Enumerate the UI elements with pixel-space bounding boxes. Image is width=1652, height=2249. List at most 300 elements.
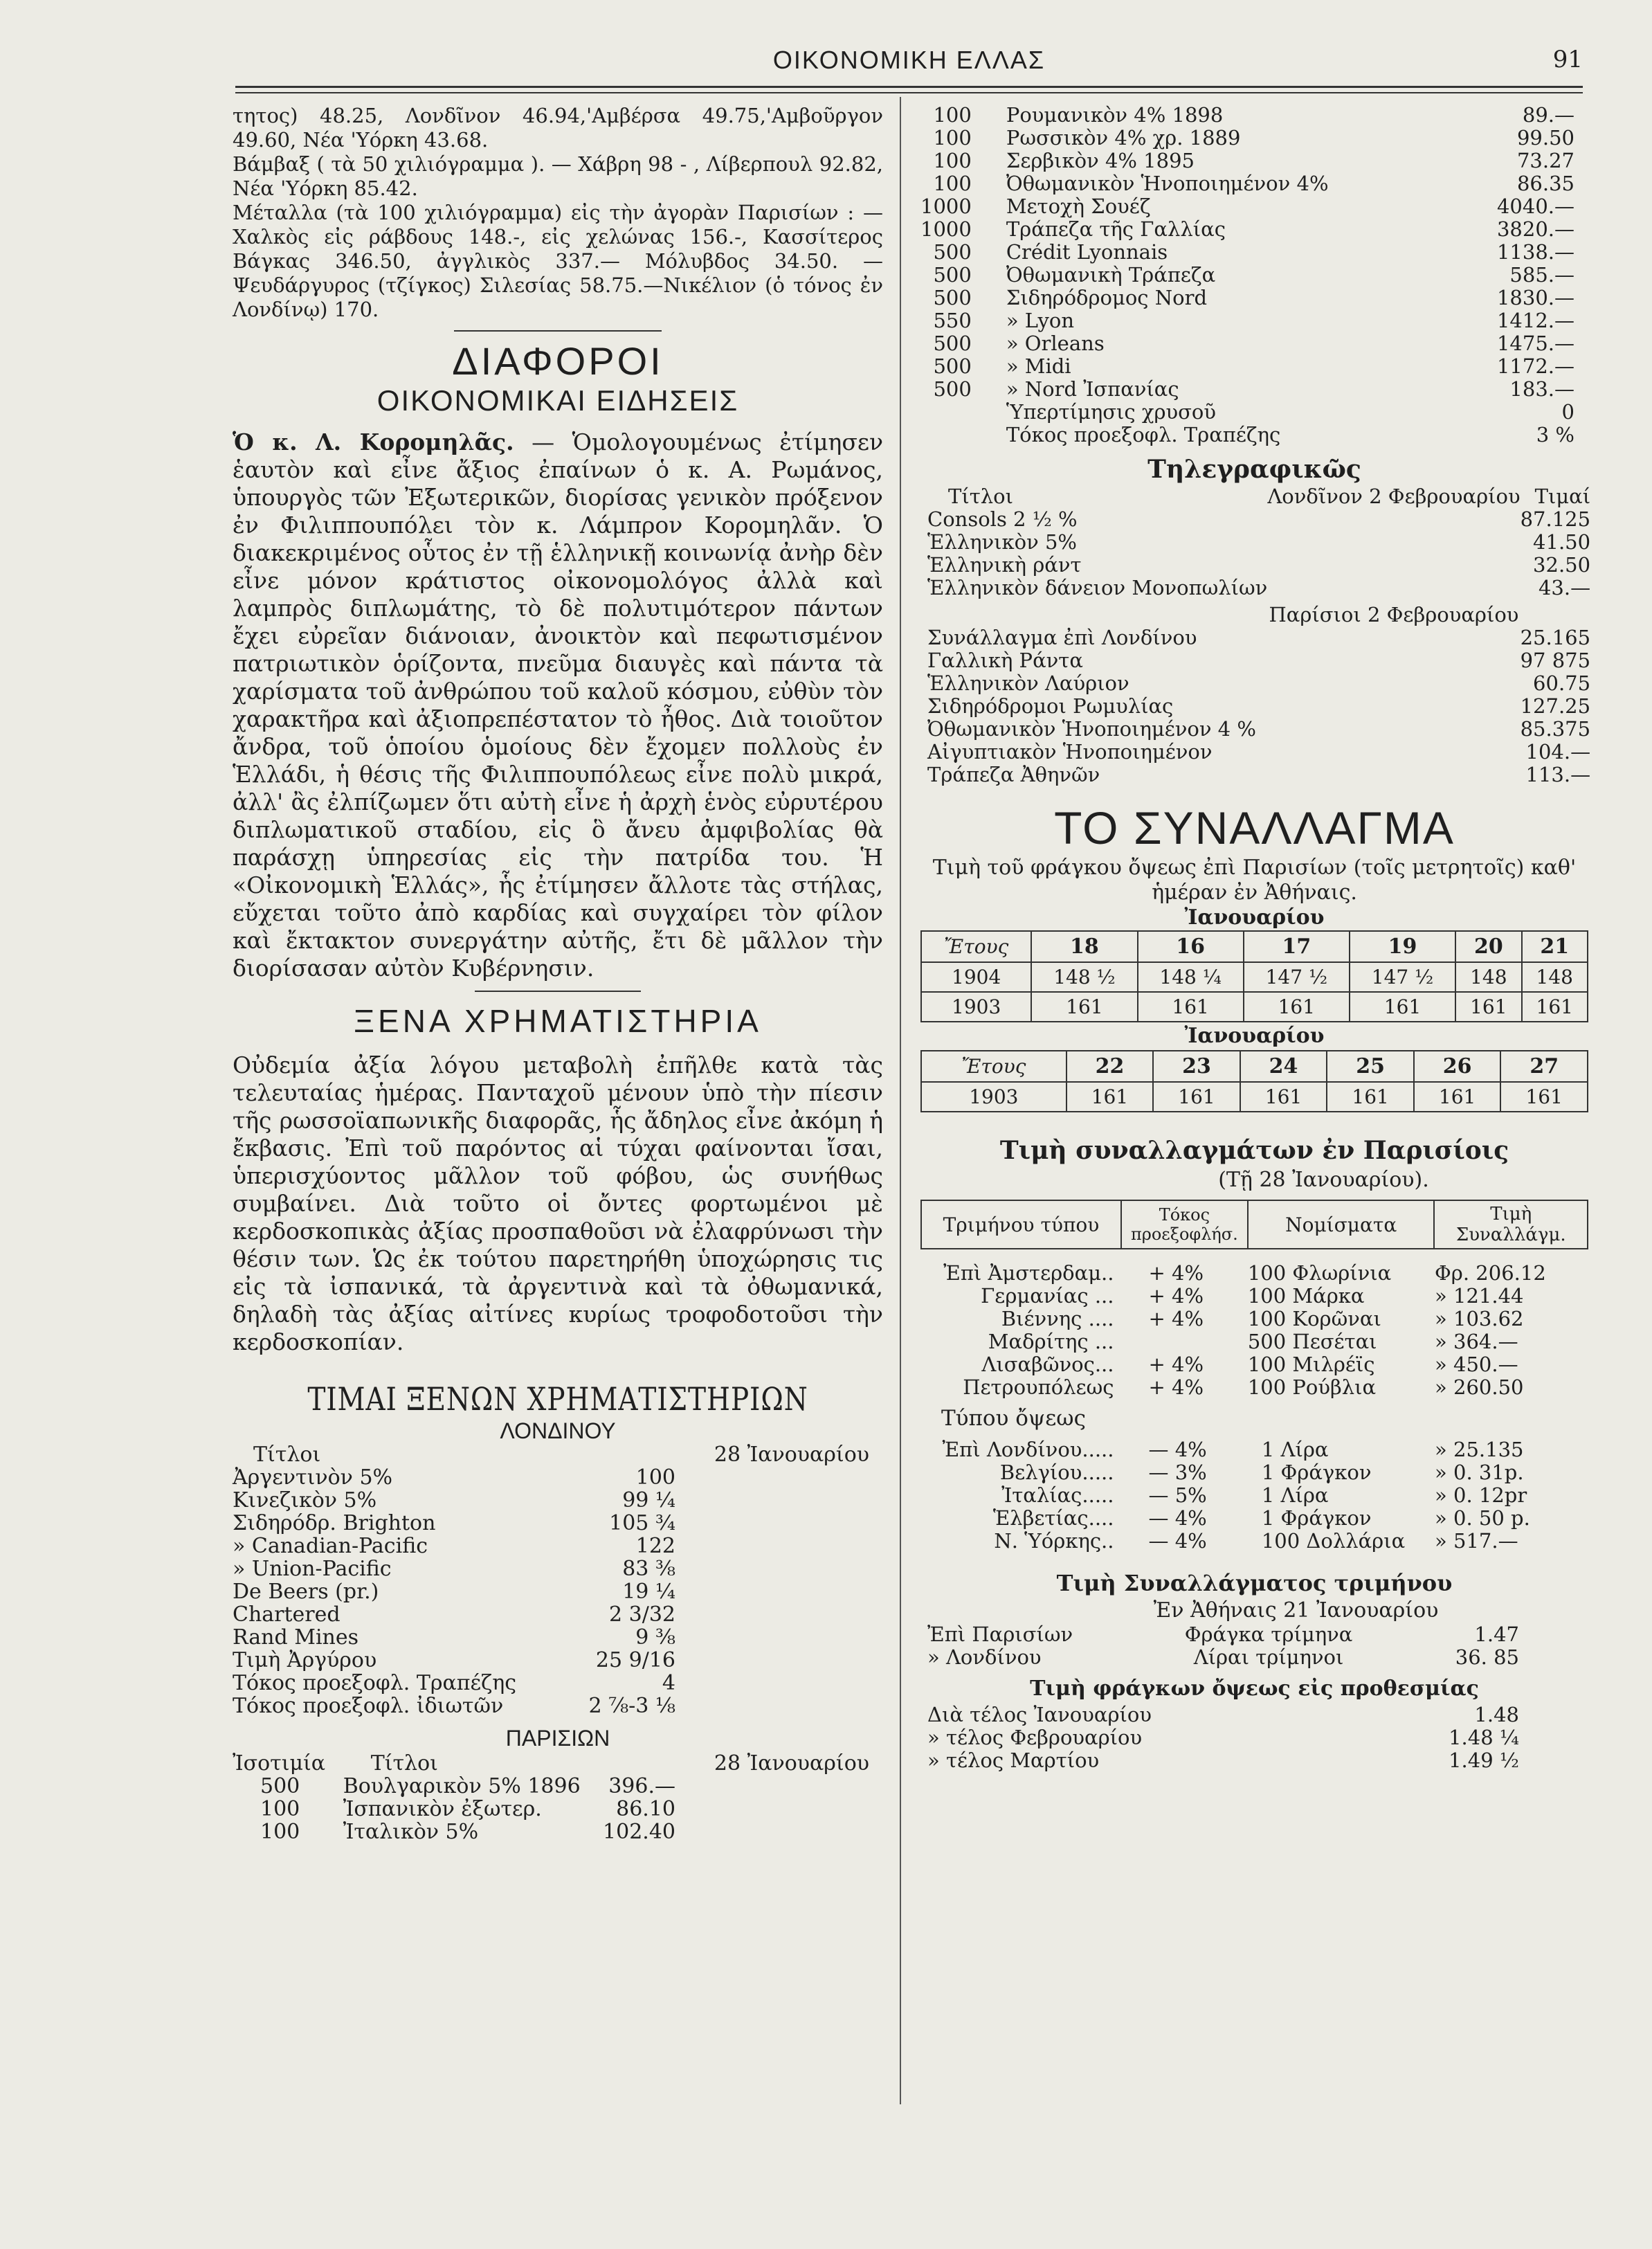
description: Λίραι τρίμηνοι [1193,1645,1344,1669]
intro-paragraph: Βάμβαξ ( τὰ 50 χιλιόγραμμα ). — Χάβρη 98 - , Λίβερπουλ 92.82, Νέα 'Υόρκη 85.42. [233,152,883,200]
page-title: ΟΙΚΟΝΟΜΙΚΗ ΕΛΛΑΣ [772,46,1046,74]
day-header: 25 [1327,1051,1414,1082]
security-name: Crédit Lyonnais [1006,240,1168,264]
page-number: 91 [1552,46,1583,73]
table-row [920,1507,1588,1530]
table-row [920,577,1597,599]
par-value: 500 [933,240,972,264]
place: Πετρουπόλεως [963,1375,1114,1399]
security-name: Τράπεζα Ἀθηνῶν [927,763,1100,786]
telegraph-table [920,485,1597,786]
table-row [921,1082,1588,1112]
security-price: 2 ⅞-3 ⅛ [588,1694,675,1718]
table-row [920,1749,1588,1772]
security-price: 25.165 [1520,626,1591,649]
article-lead: Ὁ κ. Λ. Κορομηλᾶς. [233,428,514,455]
year-cell: 1903 [921,1082,1066,1112]
security-name: Σιδηρόδρομοι Ρωμυλίας [927,694,1174,718]
par-value: 1000 [920,217,972,241]
table-row [920,672,1597,695]
par-value [920,401,1006,424]
table-row [920,332,1588,355]
rate-cell: 161 [1522,992,1588,1022]
exchange-price: » 450.— [1435,1353,1518,1376]
filler [1267,672,1520,695]
discount-rate: — 3% [1148,1461,1207,1484]
london-title: ΛΟΝΔΙΝΟΥ [500,1418,616,1443]
col-header: 28 Ἰανουαρίου [714,1443,869,1467]
exchange-price: » 25.135 [1435,1438,1524,1461]
security-name: Ὀθωμανικὸν Ἡνοποιημένον 4% [1006,172,1329,195]
par-value: 500 [933,377,972,401]
rate-value: 1.47 [1474,1623,1519,1646]
table-row [233,1557,883,1580]
day-header: 22 [1066,1051,1154,1082]
rate-cell: 148 [1522,962,1588,992]
exchange-table-1 [920,930,1588,1022]
rate-cell: 161 [1153,1082,1240,1112]
exchange-price: » 364.— [1435,1330,1518,1353]
exchange-price: Φρ. 206.12 [1435,1261,1546,1285]
table-row [920,1461,1588,1484]
day-header: 18 [1031,931,1137,962]
filler [1267,508,1520,531]
rate-cell: 161 [1455,992,1521,1022]
three-month-title: Τιμὴ Συναλλάγματος τριμήνου [1056,1570,1453,1596]
security-price: 4 [662,1671,675,1695]
security-name: » Lyon [1006,309,1075,332]
table-row [920,764,1597,786]
par-value: 500 [933,286,972,309]
exchange-month: Ἰανουαρίου [1184,905,1325,930]
term-label: » τέλος Μαρτίου [927,1749,1100,1772]
article-paragraph [233,428,883,982]
security-price: 100 [635,1465,675,1490]
security-price: 97 875 [1520,649,1591,672]
discount-rate: — 4% [1148,1529,1207,1553]
col-header: Τόκος προεξοφλήσ. [1121,1200,1248,1249]
currency: 1 Φράγκον [1261,1461,1372,1484]
par-value: 100 [933,149,972,172]
table-row [233,1626,883,1649]
security-name: Σιδηρόδρ. Brighton [233,1511,436,1535]
security-name: Ἑλληνικὸν 5% [927,530,1077,554]
table-row [920,241,1588,264]
table-row [233,1535,883,1557]
page-header [235,46,1583,87]
table-row [920,355,1588,378]
security-name: Σερβικὸν 4% 1895 [1006,149,1195,172]
security-price: 0 [1561,400,1574,424]
security-name: Ρωσσικὸν 4% χρ. 1889 [1006,126,1241,150]
place: Ἐπὶ Λονδίνου..... [942,1438,1114,1461]
security-price: 41.50 [1533,530,1591,554]
table-row [920,104,1588,127]
security-name: Ὀθωμανικὸν Ἡνοποιημένον 4 % [927,717,1256,741]
security-name: Ἰταλικὸν 5% [343,1820,479,1844]
day-header: 19 [1350,931,1455,962]
discount-rate: + 4% [1148,1307,1204,1330]
three-month-date: Ἐν Ἀθήναις 21 Ἰανουαρίου [1153,1598,1439,1623]
section-title: ΔΙΑΦΟΡΟΙ [452,339,664,383]
table-row [920,287,1588,309]
term-label: Διὰ τέλος Ἰανουαρίου [927,1703,1152,1726]
security-name: Ὀθωμανικὴ Τράπεζα [1006,263,1216,287]
table-row [233,1466,883,1489]
table-row [233,1603,883,1626]
security-price: 585.— [1509,263,1574,287]
table-row [921,962,1588,992]
security-name: » Nord Ἰσπανίας [1006,377,1179,401]
col-header: 28 Ἰανουαρίου [714,1751,869,1776]
col-header: Τιμαί [1534,485,1591,508]
forward-table [920,1704,1588,1772]
security-name: » Midi [1006,354,1071,378]
rate-cell: 161 [1350,992,1455,1022]
table-row [920,401,1588,424]
table-row [920,1530,1588,1553]
col-header: Τίτλοι [370,1751,438,1776]
rate-cell: 161 [1066,1082,1154,1112]
table-row [233,1649,883,1672]
security-price: 3 % [1536,423,1574,446]
discount-rate: + 4% [1148,1375,1204,1399]
exchange-month: Ἰανουαρίου [1184,1024,1325,1048]
security-price: 1412.— [1496,309,1574,332]
day-header: 16 [1138,931,1244,962]
security-price: 89.— [1522,103,1574,127]
table-row [920,1646,1588,1669]
discount-rate: + 4% [1148,1353,1204,1376]
currency: 1 Λίρα [1261,1483,1329,1507]
day-header: 26 [1414,1051,1501,1082]
filler [1267,531,1520,554]
day-header: 20 [1455,931,1521,962]
par-value: 500 [260,1774,300,1798]
security-name: Βουλγαρικὸν 5% 1896 [343,1774,581,1798]
rate-value: 36. 85 [1455,1645,1519,1669]
rate-cell: 161 [1240,1082,1327,1112]
sight-label: Τύπου ὄψεως [941,1406,1086,1431]
table-row [920,150,1588,172]
par-value: 500 [933,263,972,287]
par-value: 500 [933,332,972,355]
paris-rates-date: (Τῇ 28 Ἰανουαρίου). [1218,1168,1429,1192]
left-column [233,104,883,1843]
intro-paragraph: τητος) 48.25, Λονδῖνον 46.94,'Αμβέρσα 49.75,'Αμβοῦργον 49.60, Νέα 'Υόρκη 43.68. [233,104,883,152]
currency: 100 Φλωρίνια [1247,1261,1392,1285]
table-row [920,1262,1588,1285]
table-row [233,1512,883,1535]
security-name: Ἑλληνικὸν δάνειον Μονοπωλίων [927,576,1268,599]
year-cell: 1903 [921,992,1031,1022]
security-name: Ρουμανικὸν 4% 1898 [1006,103,1224,127]
table-row [920,1285,1588,1308]
security-price: 83 ⅜ [622,1557,675,1581]
currency: 100 Δολλάρια [1261,1529,1406,1553]
day-header: 21 [1522,931,1588,962]
rate-value: 1.49 ½ [1449,1749,1519,1772]
security-name: Σιδηρόδρομος Nord [1006,286,1208,309]
col-header: Τριμήνου τύπου [921,1200,1121,1249]
article-text: — Ὁμολογουμένως ἐτίμησεν ἑαυτὸν καὶ εἶνε ἄξιος ἐπαίνων ὁ κ. Α. Ρωμάνος, ὑπουργὸς τῶν Ἐξωτερικῶν, διορίσας γενικὸν πρόξενον ἐν Φιλιππουπόλει τὸν κ. Λάμπρον Κορομηλᾶν. Ὁ διακεκριμένος οὗτος ἐν τῇ ἑλληνικῇ κοινωνίᾳ ἀνὴρ δὲν εἶνε μόνον κράτιστος οἰκονομολόγος ἀλλὰ καὶ λαμπρὸς διπλωμάτης, τὸ δὲ πολυτιμότερον πάντων ἔχει εὐρεῖαν διάνοιαν, ἀνοικτὸν καὶ πεφωτισμένον πατριωτικὸν ὁρίζοντα, πνεῦμα διαυγὲς καὶ πάντα τὰ χαρίσματα τοῦ ἀνθρώπου τοῦ καλοῦ κόσμου, εὐθὺν τὸν χαρακτῆρα καὶ ἀξιοπρεπέστατον τὸ ἦθος. Διὰ τοιοῦτον ἄνδρα, τοῦ ὁποίου ὁμοίους δὲν ἔχομεν πολλοὺς ἐν Ἑλλάδι, ἡ θέσις τῆς Φιλιππουπόλεως εἶνε πολὺ μικρά, ἀλλ' ἂς ἐλπίζωμεν ὅτι αὐτὴ εἶνε ἡ ἀρχὴ ἑνὸς εὐρυτέρου διπλωματικοῦ σταδίου, εἰς ὃ ἄνευ ἀμφιβολίας θὰ παράσχῃ ὑπηρεσίας εἰς τὴν πατρίδα του. Ἡ «Οἰκονομικὴ Ἑλλάς», ἧς ἐτίμησεν ἄλλοτε τὰς στήλας, εὔχεται τοῦτο ἀπὸ καρδίας καὶ συγχαίρει τὸν φίλον καὶ ἔκτακτον συνεργάτην αὐτῆς, ἔτι δὲ μᾶλλον τὴν διορίσασαν αὐτὸν Κυβέρνησιν. [233,428,884,982]
security-name: De Beers (pr.) [233,1580,379,1604]
discount-rate: — 4% [1148,1506,1207,1530]
par-value: 100 [260,1820,300,1844]
table-row [920,218,1588,241]
col-header: Νομίσματα [1248,1200,1435,1249]
table-row [920,1484,1588,1507]
year-cell: 1904 [921,962,1031,992]
table-row [920,695,1597,718]
col-header: Τιμὴ Συναλλάγμ. [1434,1200,1588,1249]
col-header: Παρίσιοι 2 Φεβρουαρίου [1269,603,1519,626]
table-row [233,1489,883,1512]
security-name: Ὑπερτίμησις χρυσοῦ [1006,400,1217,424]
table-row [920,649,1597,672]
section-subtitle: ΟΙΚΟΝΟΜΙΚΑΙ ΕΙΔΗΣΕΙΣ [376,384,739,417]
rate-cell: 161 [1327,1082,1414,1112]
security-name: Ἰσπανικὸν ἐξωτερ. [343,1797,542,1821]
security-name: Ἀργεντινὸν 5% [233,1465,393,1490]
table-row [920,378,1588,401]
year-header: Ἔτους [921,1051,1066,1082]
place: Ν. Ὑόρκης.. [994,1529,1114,1553]
paris-title: ΠΑΡΙΣΙΩΝ [505,1726,610,1751]
table-row [921,992,1588,1022]
security-price: 1138.— [1496,240,1574,264]
table-row [233,1580,883,1603]
security-price: 1475.— [1496,332,1574,355]
security-price: 86.35 [1516,172,1574,195]
table-row [920,1308,1588,1330]
exchange-subtitle: Τιμὴ τοῦ φράγκου ὄψεως ἐπὶ Παρισίων (τοῖς μετρητοῖς) καθ' ἡμέραν ἐν Ἀθήναις. [932,856,1577,905]
discount-rate: — 4% [1148,1438,1207,1461]
divider [475,991,641,992]
table-row [920,718,1597,741]
header-double-rule [235,86,1583,93]
table-row [920,1353,1588,1376]
table-row [920,1376,1588,1399]
rate-value: 1.48 [1474,1703,1519,1726]
security-name: Κινεζικὸν 5% [233,1488,377,1512]
table-row [920,424,1588,446]
par-value [920,424,1006,446]
exchange-price: » 0. 50 p. [1435,1506,1530,1530]
table-row [233,1798,883,1821]
security-name: Τράπεζα τῆς Γαλλίας [1006,217,1226,241]
exchange-price: » 260.50 [1435,1375,1524,1399]
table-row [233,1775,883,1798]
security-price: 1830.— [1496,286,1574,309]
security-name: » Canadian-Pacific [233,1534,428,1558]
day-header: 27 [1500,1051,1588,1082]
security-name: Αἰγυπτιακὸν Ἡνοποιημένον [927,740,1213,764]
filler [1267,741,1520,764]
table-row [920,127,1588,150]
col-header: Τίτλοι [253,1443,321,1467]
rate-cell: 161 [1500,1082,1588,1112]
article-paragraph: Οὐδεμία ἀξία λόγου μεταβολὴ ἐπῆλθε κατὰ τὰς τελευταίας ἡμέρας. Πανταχοῦ μένουν ὑπὸ τὴν πίεσιν τῆς ρωσσοϊαπωνικῆς διαφορᾶς, ἧς ἄδηλος εἶνε ἀκόμη ἡ ἔκβασις. Ἐπὶ τοῦ παρόντος αἱ τύχαι φαίνονται ἴσαι, ὑπερισχύοντος μᾶλλον τοῦ φόβου, ὡς συνήθως συμβαίνει. Διὰ τοῦτο οἱ ὄντες φορτωμένοι μὲ κερδοσκοπικὰς ἀξίας προσπαθοῦσι νὰ ἐλαφρύνωσι τὴν θέσιν των. Ὡς ἐκ τούτου παρετηρήθη ὑποχώρησις τις εἰς τὰ ἰσπανικά, τὰ ἀργεντινὰ καὶ τὰ ὀθωμανικά, δηλαδὴ τὰς ἀξίας αἰτίνες κυρίως τροφοδοτοῦσι τὴν κερδοσκοπίαν. [233,1051,883,1355]
par-value: 1000 [920,195,972,218]
discount-rate: + 4% [1148,1261,1204,1285]
table-row [920,1726,1588,1749]
security-price: 2 3/32 [609,1602,675,1627]
currency: 100 Κορῶναι [1247,1307,1381,1330]
security-price: 396.— [608,1774,675,1798]
security-price: 3820.— [1496,217,1574,241]
security-price: 113.— [1525,763,1591,786]
exchange-price: » 121.44 [1435,1284,1524,1308]
security-price: 104.— [1525,740,1591,764]
security-name: Consols 2 ½ % [927,507,1078,531]
par-value: 100 [933,172,972,195]
description: Φράγκα τρίμηνα [1184,1623,1353,1646]
term-label: » τέλος Φεβρουαρίου [927,1726,1143,1749]
place: Ἰταλίας..... [1001,1483,1114,1507]
security-price: 99 ¼ [622,1488,675,1512]
place: » Λονδίνου [927,1645,1042,1669]
security-price: 85.375 [1520,717,1591,741]
rate-value: 1.48 ¼ [1449,1726,1519,1749]
security-price: 25 9/16 [595,1648,675,1672]
security-price: 105 ¾ [609,1511,675,1535]
security-price: 99.50 [1516,126,1574,150]
paris-rates-table [920,1262,1588,1553]
security-name: Τόκος προεξοφλ. ἰδιωτῶν [233,1694,504,1718]
rate-cell: 161 [1031,992,1137,1022]
par-value: 500 [933,354,972,378]
table-row [920,1330,1588,1353]
place: Ἐπὶ Ἀμστερδαμ.. [943,1261,1114,1285]
paris-rates-header [920,1200,1588,1249]
place: Βιέννης .... [1001,1307,1114,1330]
security-price: 86.10 [616,1797,675,1821]
security-name: » Orleans [1006,332,1105,355]
section-title: ΞΕΝΑ ΧΡΗΜΑΤΙΣΤΗΡΙΑ [354,1003,762,1039]
paris-table [233,1752,883,1843]
forward-title: Τιμὴ φράγκων ὄψεως εἰς προθεσμίας [1030,1677,1479,1701]
security-price: 73.27 [1516,149,1574,172]
security-name: Μετοχὴ Σουέζ [1006,195,1151,218]
currency: 1 Λίρα [1261,1438,1329,1461]
security-price: 9 ⅜ [635,1625,675,1650]
exchange-price: » 103.62 [1435,1307,1524,1330]
day-header: 23 [1153,1051,1240,1082]
table-row [920,1704,1588,1726]
currency: 100 Ρούβλια [1247,1375,1377,1399]
place: Γερμανίας ... [981,1284,1114,1308]
par-value: 100 [260,1797,300,1821]
security-price: 1172.— [1496,354,1574,378]
security-name: Rand Mines [233,1625,359,1650]
security-price: 183.— [1509,377,1574,401]
currency: 100 Μάρκα [1247,1284,1365,1308]
filler [1267,626,1520,649]
table-row [233,1672,883,1695]
security-name: » Union-Pacific [233,1557,392,1581]
three-month-table [920,1623,1588,1669]
security-price: 102.40 [603,1820,675,1844]
security-name: Γαλλικὴ Ράντα [927,649,1083,672]
security-price: 127.25 [1520,694,1591,718]
rate-cell: 147 ½ [1244,962,1350,992]
security-name: Τόκος προεξοφλ. Τραπέζης [233,1671,517,1695]
rate-cell: 161 [1138,992,1244,1022]
place: Ἑλβετίας.... [992,1506,1114,1530]
security-name: Ἑλληνικὸν Λαύριον [927,671,1129,695]
filler [1267,718,1520,741]
currency: 100 Μιλρέϊς [1247,1353,1375,1376]
col-header: Τίτλοι [948,485,1013,508]
place: Βελγίου..... [999,1461,1114,1484]
section-title: ΤΙΜΑΙ ΞΕΝΩΝ ΧΡΗΜΑΤΙΣΤΗΡΙΩΝ [307,1380,808,1418]
paris-rates-title: Τιμὴ συναλλαγμάτων ἐν Παρισίοις [999,1136,1509,1165]
security-price: 87.125 [1520,507,1591,531]
intro-paragraph: Μέταλλα (τὰ 100 χιλιόγραμμα) εἰς τὴν ἀγορὰν Παρισίων : — Χαλκὸς εἰς ράβδους 148.-, εἰς χελώνας 156.-, Κασσίτερος Βάγκας 346.50, ἀγγλικὸς 337.— Μόλυβδος 34.50. — Ψευδάργυρος (τζίγκος) Σιλεσίας 58.75.—Νικέλιον (ὁ τόνος ἐν Λονδίνῳ) 170. [233,201,883,321]
security-price: 43.— [1538,576,1591,599]
table-row [920,1623,1588,1646]
currency: 1 Φράγκον [1261,1506,1372,1530]
exchange-price: » 517.— [1435,1529,1518,1553]
exchange-price: » 0. 31p. [1435,1461,1524,1484]
table-row [920,309,1588,332]
exchange-table-2 [920,1050,1588,1112]
security-name: Ἑλληνικὴ ράντ [927,553,1082,577]
year-header: Ἔτους [921,931,1031,962]
security-name: Chartered [233,1602,341,1627]
divider [454,330,662,332]
security-name: Τιμὴ Ἀργύρου [233,1648,377,1672]
discount-rate [1121,1330,1248,1353]
day-header: 24 [1240,1051,1327,1082]
security-price: 19 ¼ [622,1580,675,1604]
security-name: Συνάλλαγμα ἐπὶ Λονδίνου [927,626,1197,649]
par-value: 100 [933,103,972,127]
filler [1267,649,1520,672]
security-price: 122 [635,1534,675,1558]
security-price: 4040.— [1496,195,1574,218]
filler [1267,764,1520,786]
filler [1267,577,1520,599]
rate-cell: 148 ¼ [1138,962,1244,992]
table-row [920,264,1588,287]
rate-cell: 147 ½ [1350,962,1455,992]
rate-cell: 161 [1414,1082,1501,1112]
security-name: Τόκος προεξοφλ. Τραπέζης [1006,423,1281,446]
table-row [920,195,1588,218]
par-value: 100 [933,126,972,150]
rate-cell: 148 [1455,962,1521,992]
column-separator [900,97,901,2104]
place: Μαδρίτης ... [988,1330,1114,1353]
exchange-title: ΤΟ ΣΥΝΑΛΛΑΓΜΑ [1054,802,1455,853]
security-price: 60.75 [1533,671,1591,695]
table-row [920,554,1597,577]
col-header: Ἰσοτιμία [233,1751,326,1776]
day-header: 17 [1244,931,1350,962]
table-row [920,531,1597,554]
right-column [920,103,1591,1772]
place: Λισαβῶνος... [981,1353,1114,1376]
place: Ἐπὶ Παρισίων [927,1623,1073,1646]
table-row [920,172,1588,195]
telegraph-title: Τηλεγραφικῶς [1147,455,1361,484]
table-row [920,626,1597,649]
london-table [233,1443,883,1717]
exchange-price: » 0. 12pr [1435,1483,1527,1507]
paris-continued-table [920,104,1588,446]
